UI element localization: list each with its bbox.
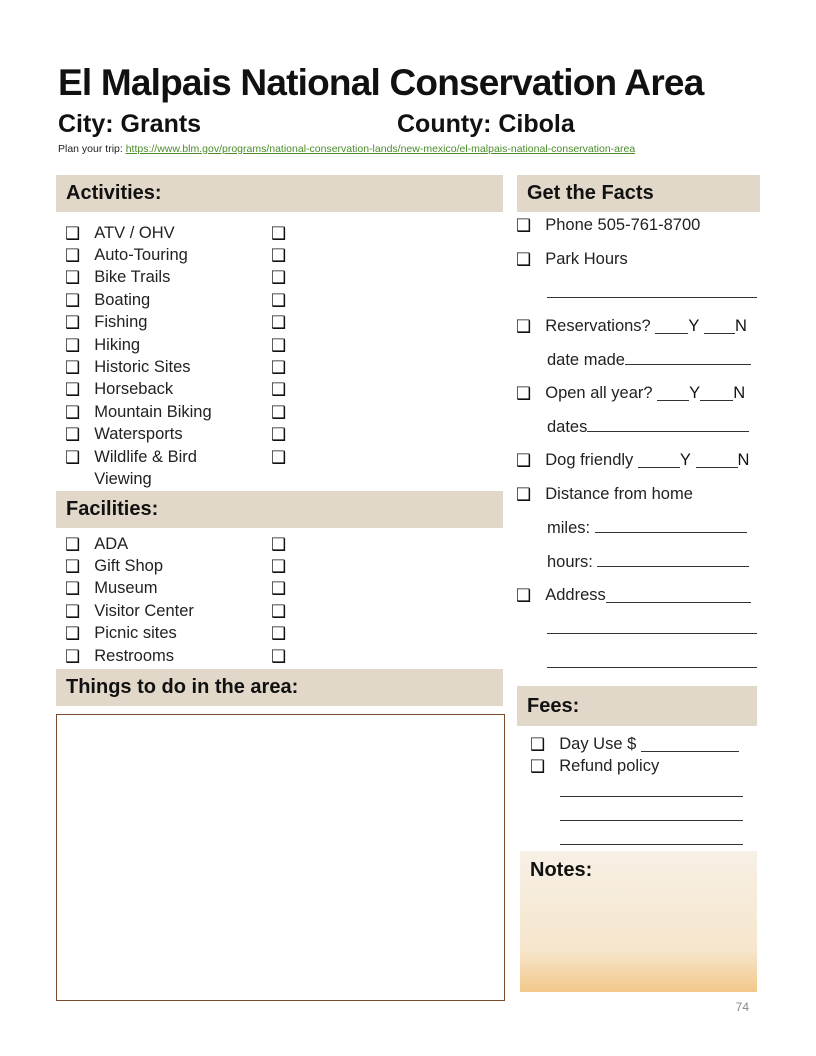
checkbox-icon[interactable]: ❑: [516, 485, 532, 505]
facility-row[interactable]: [65, 645, 194, 667]
yes-label: Y: [688, 317, 700, 336]
checkbox-icon[interactable]: ❑: [271, 290, 287, 310]
checkbox-icon[interactable]: ❑: [65, 624, 81, 644]
checkbox-icon[interactable]: ❑: [271, 447, 287, 467]
facts-heading: Get the Facts: [517, 175, 760, 212]
facility-row[interactable]: [65, 623, 194, 645]
activity-row[interactable]: [65, 446, 212, 468]
checkbox-icon[interactable]: ❑: [65, 646, 81, 666]
activity-label: Viewing: [94, 469, 152, 488]
checkbox-icon[interactable]: ❑: [65, 425, 81, 445]
notes-heading: Notes:: [530, 859, 593, 881]
checkbox-icon[interactable]: ❑: [65, 380, 81, 400]
checkbox-icon[interactable]: ❑: [65, 290, 81, 310]
plan-trip-label: Plan your trip:: [58, 143, 126, 155]
facility-label: ADA: [94, 534, 129, 553]
activity-label: Fishing: [94, 313, 148, 332]
checkbox-icon[interactable]: ❑: [65, 557, 81, 577]
checkbox-icon[interactable]: ❑: [271, 246, 287, 266]
checkbox-icon[interactable]: ❑: [271, 380, 287, 400]
checkbox-icon[interactable]: ❑: [65, 335, 81, 355]
checkbox-icon[interactable]: ❑: [530, 757, 546, 777]
checkbox-icon[interactable]: ❑: [65, 402, 81, 422]
checkbox-icon[interactable]: ❑: [516, 249, 532, 269]
address-line-3[interactable]: [547, 653, 757, 668]
activity-row-continued: [65, 468, 212, 490]
activity-row[interactable]: [65, 424, 212, 446]
no-label: N: [733, 384, 746, 403]
plan-trip-line: [58, 143, 635, 155]
facility-row[interactable]: [65, 600, 194, 622]
activity-row[interactable]: [65, 379, 212, 401]
distance-label: Distance from home: [545, 485, 693, 504]
checkbox-icon[interactable]: ❑: [271, 335, 287, 355]
checkbox-icon[interactable]: ❑: [271, 425, 287, 445]
activity-label: Mountain Biking: [94, 402, 212, 421]
reservations-label: Reservations?: [545, 317, 651, 336]
hours-label: hours:: [547, 552, 593, 571]
date-made-label: date made: [547, 351, 625, 370]
park-hours-line[interactable]: [547, 283, 757, 298]
no-label: N: [734, 317, 747, 336]
checkbox-icon[interactable]: ❑: [516, 585, 532, 605]
activity-label: Auto-Touring: [94, 246, 188, 265]
checkbox-icon[interactable]: ❑: [271, 646, 287, 666]
no-label: N: [737, 451, 750, 470]
checkbox-icon[interactable]: ❑: [516, 317, 532, 337]
checkbox-icon[interactable]: ❑: [65, 601, 81, 621]
facility-label: Restrooms: [94, 646, 175, 665]
phone-text: Phone 505-761-8700: [545, 216, 701, 235]
facts-list: [516, 209, 761, 679]
facility-label: Gift Shop: [94, 557, 164, 576]
activity-row[interactable]: [65, 222, 212, 244]
facility-row[interactable]: [65, 555, 194, 577]
dog-friendly-label: Dog friendly: [545, 451, 634, 470]
checkbox-icon[interactable]: ❑: [271, 402, 287, 422]
refund-lines: [560, 782, 743, 854]
checkbox-icon[interactable]: ❑: [271, 358, 287, 378]
checkbox-icon[interactable]: ❑: [65, 447, 81, 467]
facilities-heading: Facilities:: [56, 491, 503, 528]
checkbox-icon[interactable]: ❑: [65, 579, 81, 599]
checkbox-icon[interactable]: ❑: [65, 534, 81, 554]
checkbox-icon[interactable]: ❑: [65, 223, 81, 243]
checkbox-icon[interactable]: ❑: [271, 624, 287, 644]
activity-label: Watersports: [94, 425, 183, 444]
hours-line[interactable]: [597, 552, 749, 567]
activity-row[interactable]: [65, 312, 212, 334]
activity-row[interactable]: [65, 267, 212, 289]
refund-policy-label: Refund policy: [559, 757, 660, 776]
city-label: City: Grants: [58, 110, 202, 138]
activity-label: Wildlife & Bird: [94, 447, 197, 466]
activity-label: Horseback: [94, 380, 174, 399]
miles-label: miles:: [547, 519, 591, 538]
day-use-line[interactable]: [641, 737, 739, 752]
activity-row[interactable]: [65, 244, 212, 266]
address-line-2[interactable]: [547, 619, 757, 634]
address-line[interactable]: [606, 588, 751, 603]
miles-line[interactable]: [595, 518, 747, 533]
checkbox-icon[interactable]: ❑: [516, 451, 532, 471]
activity-row[interactable]: [65, 356, 212, 378]
yes-label: Y: [679, 451, 691, 470]
refund-line-3[interactable]: [560, 830, 743, 845]
facility-label: Museum: [94, 579, 158, 598]
things-writing-box[interactable]: [56, 714, 505, 1001]
plan-trip-link[interactable]: https://www.blm.gov/programs/national-conservation-lands/new-mexico/el-malpais-national-conservation-area: [125, 143, 636, 155]
checkbox-icon[interactable]: ❑: [65, 268, 81, 288]
activity-label: ATV / OHV: [94, 223, 175, 242]
refund-line-2[interactable]: [560, 806, 743, 821]
checkbox-icon[interactable]: ❑: [271, 534, 287, 554]
checkbox-icon[interactable]: ❑: [516, 384, 532, 404]
fees-heading: Fees:: [517, 686, 757, 726]
things-heading: Things to do in the area:: [56, 669, 503, 706]
park-hours-label: Park Hours: [545, 249, 628, 268]
checkbox-icon[interactable]: ❑: [271, 557, 287, 577]
checkbox-icon[interactable]: ❑: [271, 268, 287, 288]
dates-line[interactable]: [587, 417, 749, 432]
facilities-extra-checkboxes: [271, 533, 286, 667]
page-title: El Malpais National Conservation Area: [58, 62, 704, 103]
open-all-year-label: Open all year?: [545, 384, 653, 403]
activity-label: Boating: [94, 290, 151, 309]
county-label: County: Cibola: [397, 110, 575, 138]
checkbox-icon[interactable]: ❑: [65, 358, 81, 378]
facility-label: Visitor Center: [94, 601, 194, 620]
facility-row[interactable]: [65, 578, 194, 600]
facility-label: Picnic sites: [94, 624, 177, 643]
facility-row[interactable]: [65, 533, 194, 555]
yes-label: Y: [689, 384, 701, 403]
activities-extra-checkboxes: [271, 222, 286, 468]
activity-label: Historic Sites: [94, 358, 191, 377]
activity-label: Bike Trails: [94, 268, 171, 287]
activities-heading: Activities:: [56, 175, 503, 212]
checkbox-icon[interactable]: ❑: [271, 223, 287, 243]
checkbox-icon[interactable]: ❑: [65, 313, 81, 333]
checkbox-icon[interactable]: ❑: [271, 601, 287, 621]
activities-list: [65, 222, 212, 491]
date-made-line[interactable]: [625, 350, 751, 365]
day-use-label: Day Use $: [559, 734, 637, 753]
checkbox-icon[interactable]: ❑: [65, 246, 81, 266]
checkbox-icon[interactable]: ❑: [516, 216, 532, 236]
facilities-list: [65, 533, 194, 667]
activity-label: Hiking: [94, 335, 141, 354]
checkbox-icon[interactable]: ❑: [530, 734, 546, 754]
activity-row[interactable]: [65, 289, 212, 311]
refund-line-1[interactable]: [560, 782, 743, 797]
activity-row[interactable]: [65, 334, 212, 356]
checkbox-icon[interactable]: ❑: [271, 313, 287, 333]
address-label: Address: [545, 585, 606, 604]
notes-box[interactable]: [520, 851, 757, 992]
checkbox-icon[interactable]: ❑: [271, 579, 287, 599]
page-number: 74: [735, 1000, 749, 1014]
activity-row[interactable]: [65, 401, 212, 423]
dates-label: dates: [547, 418, 588, 437]
